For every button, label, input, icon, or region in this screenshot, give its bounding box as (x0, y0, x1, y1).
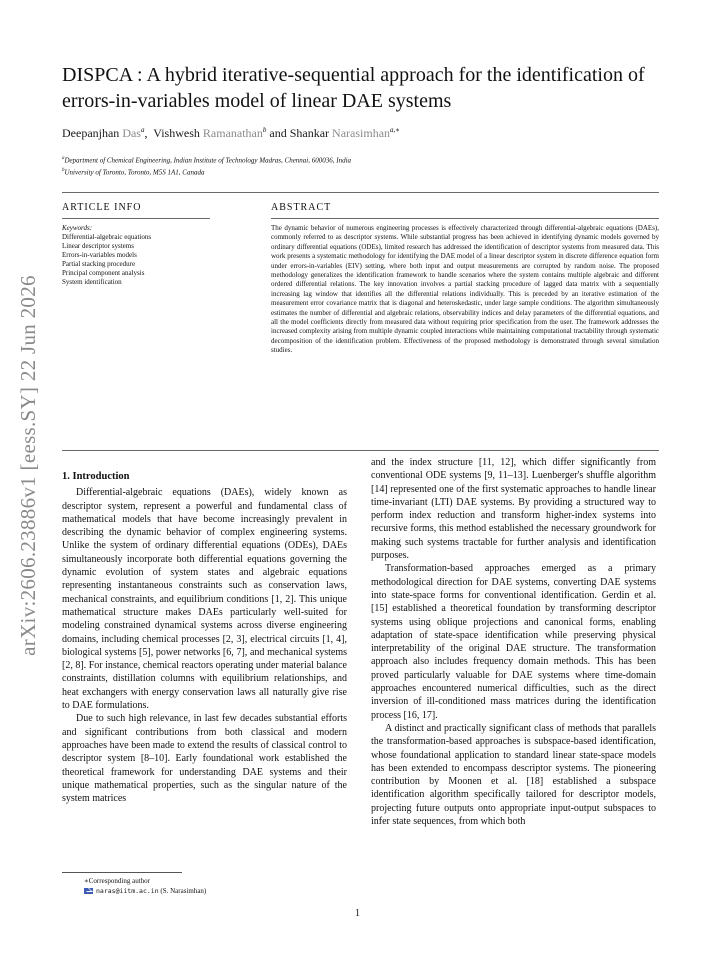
keyword-item: System identification (62, 278, 122, 286)
affiliation-b-sup: b (62, 168, 65, 173)
intro-paragraph-5: A distinct and practically significant class of methods that parallels the transformation-based approaches is subspace-based identification, whose foundational application to standard linear state-space models has been extended to encompass descriptor systems. The pioneering contribution by Moonen et al. [18] established a subspace identification algorithm specifically tailored for descriptor models, projecting future outputs onto appropriate input-output subspaces to infer state sequences, from which both (371, 722, 656, 828)
keyword-item: Partial stacking procedure (62, 260, 136, 268)
author-surname-3[interactable]: Narasimhan (332, 126, 391, 140)
intro-paragraph-4: Transformation-based approaches emerged as a primary methodological direction for DAE systems, converting DAE systems into state-space forms for conventional identification. Gerdin et al. [15] established a theoretical foundation by transforming descriptor systems using oblique projections and canonical forms, enabling adaptation of state-space identification while preserving physical interpretability of the original DAE structure. The transformation approach also includes frequency domain methods. This has been proved particularly valuable for DAE systems where time-domain approaches encountered numerical difficulties, such as the direct inversion of ill-conditioned mass matrices during the identification process [16, 17]. (371, 563, 656, 721)
header-divider (62, 192, 659, 193)
author-surname-1[interactable]: Das (122, 126, 141, 140)
intro-paragraph-3: and the index structure [11, 12], which differ significantly from conventional ODE systems [9, 11–13]. Luenberger's shuffle algorithm [14] represented one of the first systematic approaches to handle linear time-invariant (LTI) DAE systems. By providing a structured way to perform index reduction and transform higher-index systems into recursive forms, this method established the necessary groundwork for making such systems tractable for further analysis and identification purposes. (371, 457, 656, 562)
author-given-3: Shankar (289, 126, 330, 140)
keyword-item: Differential-algebraic equations (62, 233, 152, 241)
abstract-heading: ABSTRACT (271, 202, 332, 213)
footnote-rule (62, 872, 182, 873)
keyword-item: Errors-in-variables models (62, 251, 137, 259)
affiliation-a (62, 156, 351, 164)
footnote-label: Corresponding author (88, 877, 151, 885)
affiliation-b (62, 168, 204, 176)
author-and: and (269, 126, 287, 140)
keyword-item: Linear descriptor systems (62, 242, 134, 250)
author-list: Deepanjhan Das$^a$, Vishwesh Ramanathan$^b$ and Shankar Narasimhan$^{a,∗}$ (62, 126, 401, 140)
footnote-corresponding (62, 876, 262, 886)
article-info-divider (62, 218, 210, 219)
footnote-email-suffix: (S. Narasimhan) (160, 887, 207, 895)
footnote-marker: ∗ (84, 877, 89, 885)
footnote-email[interactable]: naras@iitm.ac.in (96, 887, 159, 895)
keywords-block (62, 224, 210, 287)
arxiv-identifier: arXiv:2606.23886v1 [eess.SY] 22 Jun 2026 (15, 274, 40, 656)
abstract-body: The dynamic behavior of numerous engineering processes is effectively characterized through differential-algebraic equations (DAEs), commonly referred to as descriptor systems. While substantial progress has been achieved in identifying dynamic models governed by ordinary differential equations (ODEs), limited research has addressed the identification of descriptor systems from measured data. This work presents a systematic methodology for identifying the DAE model of a linear descriptor system in discrete difference equation form under errors-in-variables (EIV) setting, where both input and output measurements are corrupted by random noise. The proposed methodology generalizes the identification framework to handle scenarios where the system contains multiple algebraic and different ordered differential relations. The key innovation involves a partial stacking procedure of lagged data matrix with a sequentially increasing lag window that identifies all the differential relations individually. This is preceded by an iterative estimation of the measurement error covariance matrix that is diagonal and heteroskedastic, under large sample conditions. The algorithm simultaneously estimates the number of differential and algebraic relations, observability indices and delay parameters of the differential equations, and all the model coefficients directly from measured data without requiring prior specification from the user. The framework addresses the increased complexity arising from multiple dynamic coupled interactions while maintaining computational tractability through systematic decomposition of the identification problem. Effectiveness of the proposed methodology is demonstrated through several simulation studies. (271, 224, 659, 355)
footnote-email-line (62, 886, 262, 896)
affiliation-a-sup: a (62, 156, 65, 161)
affiliation-b-text: University of Toronto, Toronto, M5S 1A1, Canada (64, 168, 205, 177)
intro-paragraph-2: Due to such high relevance, in last few decades substantial efforts and significant contributions from both classical and modern approaches have been made to extend the results of classical control to descriptor system [8–10]. Early foundational work established the theoretical framework for understanding DAE systems and their unique mathematical properties, such as the singular nature of the system matrices (62, 713, 347, 805)
intro-paragraph-1: Differential-algebraic equations (DAEs), widely known as descriptor system, represent a powerful and fundamental class of mathematical models that have become increasingly prevalent in describing the dynamic behavior of complex engineering systems. Unlike the system of ordinary differential equations (ODEs), DAEs simultaneously incorporate both differential equations governing the dynamic evolution of system states and algebraic equations representing instantaneous constraints such as conservation laws, mechanical constraints, and equilibrium conditions [1, 2]. This unique mathematical structure makes DAEs particularly well-suited for modeling constrained dynamical systems across diverse engineering domains, including chemical processes [2, 3], electrical circuits [1, 4], biological systems [5], power networks [6, 7], and mechanical systems [2, 8]. For instance, chemical reactors operating under material balance constraints, distillation columns with equilibrium relationships, and heat exchangers with energy conservation laws all naturally give rise to DAE formulations. (62, 487, 347, 712)
keywords-label: Keywords: (62, 224, 93, 232)
page-number: 1 (355, 908, 360, 919)
author-given-2: Vishwesh (153, 126, 200, 140)
author-surname-2[interactable]: Ramanathan (202, 126, 263, 140)
author-given-1: Deepanjhan (62, 126, 120, 140)
footnote (62, 872, 262, 896)
section-heading-introduction: 1. Introduction (62, 471, 130, 482)
arxiv-side-stamp (4, 230, 52, 700)
article-info-heading: ARTICLE INFO (62, 202, 142, 213)
paper-title: DISPCA : A hybrid iterative-sequential approach for the identification of errors-in-variables model of linear DAE systems (62, 64, 645, 112)
abstract-divider (271, 218, 659, 219)
right-column (371, 456, 656, 828)
email-icon (84, 888, 93, 894)
affiliation-a-text: Department of Chemical Engineering, Indian Institute of Technology Madras, Chennai, 600036, India (64, 156, 352, 165)
abstract-end-divider (62, 450, 659, 451)
author-sup-2: b (262, 126, 267, 134)
author-sup-3: a,∗ (390, 126, 401, 134)
left-column (62, 470, 347, 805)
author-sup-1: a (140, 126, 145, 134)
keyword-item: Principal component analysis (62, 269, 145, 277)
